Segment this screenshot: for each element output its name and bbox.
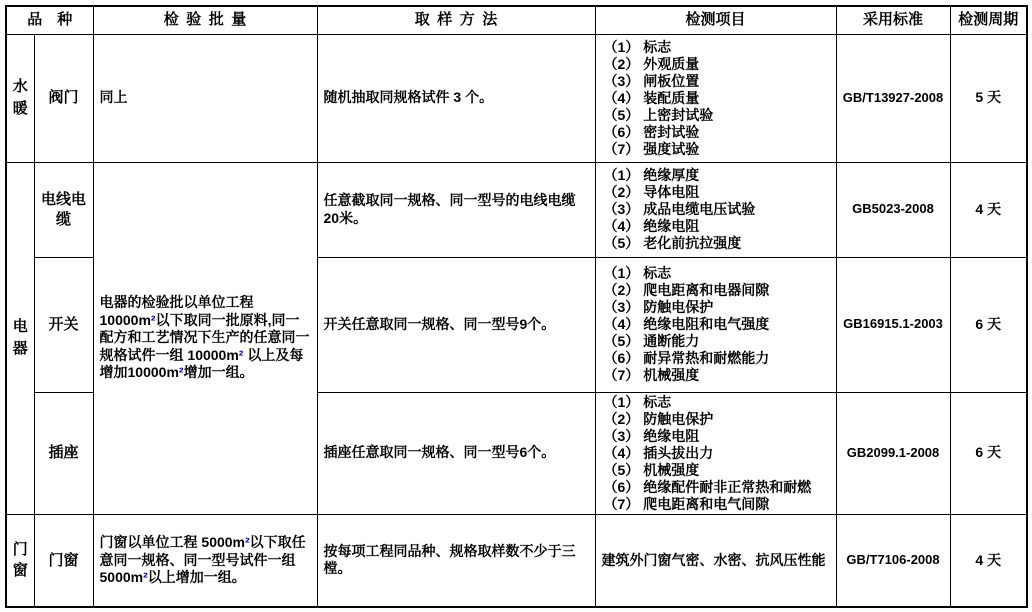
batch-cell: 同上 bbox=[93, 34, 317, 162]
items-cell: 建筑外门窗气密、水密、抗风压性能 bbox=[595, 514, 836, 607]
sampling-cell: 随机抽取同规格试件 3 个。 bbox=[317, 34, 595, 162]
product-name: 阀门 bbox=[34, 34, 93, 162]
group-label-plumbing: 水暖 bbox=[6, 34, 34, 162]
header-period: 检测周期 bbox=[950, 6, 1027, 34]
items-cell: （1） 绝缘厚度 （2） 导体电阻 （3） 成品电缆电压试验 （4） 绝缘电阻 （5） 老化前抗拉强度 bbox=[595, 162, 836, 257]
header-sampling: 取样方法 bbox=[317, 6, 595, 34]
period-cell: 4 天 bbox=[950, 162, 1027, 257]
items-cell: （1） 标志 （2） 防触电保护 （3） 绝缘电阻 （4） 插头拔出力 （5） 机械强度 （6） 绝缘配件耐非正常热和耐燃 （7） 爬电距离和电气间隙 bbox=[595, 392, 836, 514]
header-items: 检测项目 bbox=[595, 6, 836, 34]
period-cell: 6 天 bbox=[950, 392, 1027, 514]
inspection-table bbox=[5, 5, 1028, 608]
items-cell: （1） 标志 （2） 爬电距离和电器间隙 （3） 防触电保护 （4） 绝缘电阻和电气强度 （5） 通断能力 （6） 耐异常热和耐燃能力 （7） 机械强度 bbox=[595, 257, 836, 392]
sampling-cell: 任意截取同一规格、同一型号的电线电缆 20米。 bbox=[317, 162, 595, 257]
period-cell: 6 天 bbox=[950, 257, 1027, 392]
header-category: 品种 bbox=[6, 6, 93, 34]
standard-cell: GB/T7106-2008 bbox=[836, 514, 950, 607]
product-name: 电线电缆 bbox=[34, 162, 93, 257]
product-name: 插座 bbox=[34, 392, 93, 514]
header-batch: 检验批量 bbox=[93, 6, 317, 34]
group-label-electrical: 电器 bbox=[6, 162, 34, 514]
batch-cell: 门窗以单位工程 5000m²以下取任意同一规格、同一型号试件一组5000m²以上增加一组。 bbox=[93, 514, 317, 607]
table-row bbox=[6, 162, 1027, 257]
standard-cell: GB2099.1-2008 bbox=[836, 392, 950, 514]
table-row bbox=[6, 514, 1027, 607]
sampling-cell: 按每项工程同品种、规格取样数不少于三樘。 bbox=[317, 514, 595, 607]
standard-cell: GB16915.1-2003 bbox=[836, 257, 950, 392]
table-row bbox=[6, 34, 1027, 162]
inspection-table-sheet bbox=[5, 5, 1026, 605]
period-cell: 5 天 bbox=[950, 34, 1027, 162]
period-cell: 4 天 bbox=[950, 514, 1027, 607]
sampling-cell: 开关任意取同一规格、同一型号9个。 bbox=[317, 257, 595, 392]
product-name: 开关 bbox=[34, 257, 93, 392]
standard-cell: GB/T13927-2008 bbox=[836, 34, 950, 162]
items-cell: （1） 标志 （2） 外观质量 （3） 闸板位置 （4） 装配质量 （5） 上密封试验 （6） 密封试验 （7） 强度试验 bbox=[595, 34, 836, 162]
standard-cell: GB5023-2008 bbox=[836, 162, 950, 257]
sampling-cell: 插座任意取同一规格、同一型号6个。 bbox=[317, 392, 595, 514]
header-standard: 采用标准 bbox=[836, 6, 950, 34]
product-name: 门窗 bbox=[34, 514, 93, 607]
batch-cell-merged: 电器的检验批以单位工程 10000m²以下取同一批原料,同一配方和工艺情况下生产的任意同一规格试件一组 10000m² 以上及每增加10000m²增加一组。 bbox=[93, 162, 317, 514]
group-label-doors-windows: 门窗 bbox=[6, 514, 34, 607]
header-row bbox=[6, 6, 1027, 34]
